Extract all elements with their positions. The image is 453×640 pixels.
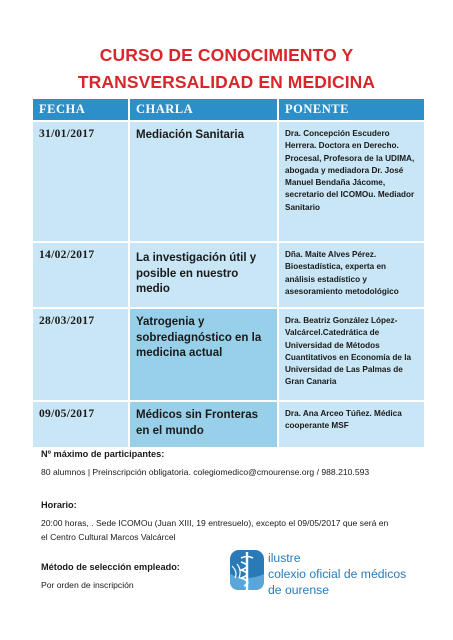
row-talk: Mediación Sanitaria [129, 121, 278, 242]
logo-text [268, 550, 406, 598]
logo-line-2: colexio oficial de médicos [268, 567, 407, 581]
table-row [33, 121, 424, 242]
row-talk: Yatrogenia y sobrediagnóstico en la medicina actual [129, 308, 278, 401]
page-title [0, 42, 453, 96]
schedule-label: Horario: [41, 500, 77, 510]
selection-text: Por orden de inscripción [41, 580, 134, 590]
row-speaker: Dra. Ana Arceo Túñez. Médica cooperante MSF [278, 401, 424, 447]
selection-label: Método de selección empleado: [41, 562, 180, 572]
header-charla: CHARLA [129, 99, 278, 121]
row-date: 28/03/2017 [33, 308, 129, 401]
schedule-section [41, 498, 388, 544]
participants-section [41, 447, 369, 479]
selection-section [41, 560, 180, 592]
title-line-2: TRANSVERSALIDAD EN MEDICINA [77, 72, 376, 92]
table-row [33, 401, 424, 447]
schedule-line-2: el Centro Cultural Marcos Valcárcel [41, 532, 176, 542]
row-talk: La investigación útil y posible en nuestro medio [129, 242, 278, 308]
header-ponente: PONENTE [278, 99, 424, 121]
table-header-row [33, 99, 424, 121]
participants-text: 80 alumnos | Preinscripción obligatoria. colegiomedico@cmourense.org / 988.210.593 [41, 467, 370, 477]
schedule-line-1: 20:00 horas, . Sede ICOMOu (Juan XIII, 19 entresuelo), excepto el 09/05/2017 que será en [41, 518, 389, 528]
header-fecha: FECHA [33, 99, 129, 121]
row-talk: Médicos sin Fronteras en el mundo [129, 401, 278, 447]
row-speaker: Dra. Concepción Escudero Herrera. Doctora en Derecho. Procesal, Profesora de la UDIMA, abogada y mediadora Dr. José Manuel Bendaña Jácome, secretario del ICOMOu. Mediador Sanitario [278, 121, 424, 242]
row-date: 14/02/2017 [33, 242, 129, 308]
row-date: 09/05/2017 [33, 401, 129, 447]
logo-line-3: de ourense [268, 583, 329, 597]
row-speaker: Dra. Beatriz González López-Valcárcel.Catedrática de Universidad de Métodos Cuantitativos en Economía de la Universidad de Las Palmas de Gran Canaria [278, 308, 424, 401]
schedule-table [33, 99, 424, 447]
table-row [33, 242, 424, 308]
table-row [33, 308, 424, 401]
row-speaker: Dña. Maite Alves Pérez. Bioestadística, experta en análisis estadístico y asesoramiento metodológico [278, 242, 424, 308]
row-date: 31/01/2017 [33, 121, 129, 242]
participants-label: Nº máximo de participantes: [41, 449, 165, 459]
title-line-1: CURSO DE CONOCIMIENTO Y [99, 45, 354, 65]
logo-line-1: ilustre [268, 551, 301, 565]
